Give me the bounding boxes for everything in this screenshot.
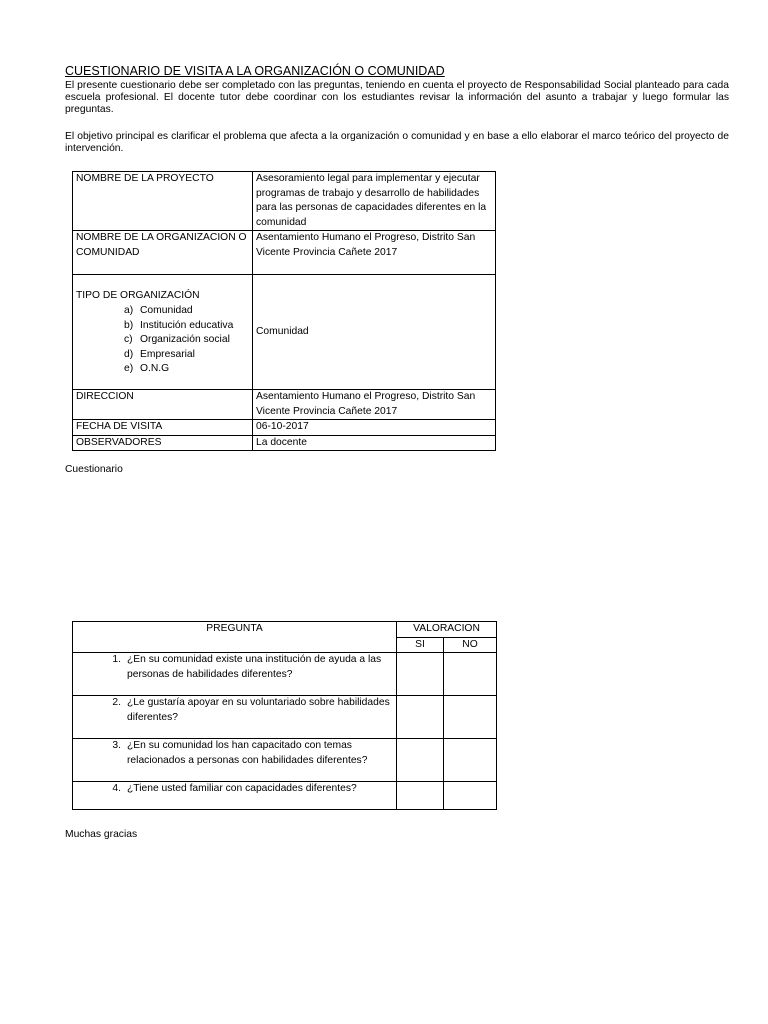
intro-paragraph: El presente cuestionario debe ser completado con las preguntas, teniendo en cuenta el proyecto de Responsabilidad Social planteado para cada escuela profesional. El docente tutor debe coordinar con los estudiantes revisar la información del asunto a trabajar y luego formular las preguntas. — [65, 80, 729, 116]
observers-label: OBSERVADORES — [73, 435, 253, 451]
question-number: 3. — [112, 740, 121, 752]
question-cell — [73, 696, 397, 739]
question-text: ¿Le gustaría apoyar en su voluntariado sobre habilidades diferentes? — [127, 697, 390, 723]
question-number: 2. — [112, 697, 121, 709]
list-item: b) Institución educativa — [124, 319, 234, 331]
cuestionario-label: Cuestionario — [65, 464, 123, 475]
table-row — [73, 420, 496, 436]
question-text: ¿Tiene usted familiar con capacidades diferentes? — [127, 783, 357, 795]
answer-no-cell[interactable] — [444, 739, 497, 782]
answer-yes-cell[interactable] — [397, 653, 444, 696]
address-label: DIRECCION — [73, 389, 253, 419]
visit-date-label: FECHA DE VISITA — [73, 420, 253, 436]
organization-type-value: Comunidad — [253, 275, 496, 390]
question-header: PREGUNTA — [73, 622, 397, 653]
question-cell — [73, 653, 397, 696]
organization-type-label: TIPO DE ORGANIZACIÓN — [76, 290, 200, 302]
project-label: NOMBRE DE LA PROYECTO — [73, 172, 253, 231]
organization-type-cell — [73, 275, 253, 390]
question-number: 4. — [112, 783, 121, 795]
question-table — [72, 621, 497, 810]
table-row — [73, 231, 496, 275]
table-row — [73, 172, 496, 231]
table-row — [73, 389, 496, 419]
table-row — [73, 275, 496, 390]
table-row — [73, 696, 497, 739]
organization-type-list — [76, 304, 250, 377]
question-text: ¿En su comunidad existe una institución de ayuda a las personas de habilidades diferentes? — [127, 654, 382, 680]
project-value: Asesoramiento legal para implementar y ejecutar programas de trabajo y desarrollo de habilidades para las personas de capacidades diferentes en la comunidad — [253, 172, 496, 231]
table-row — [73, 435, 496, 451]
answer-no-cell[interactable] — [444, 696, 497, 739]
organization-value: Asentamiento Humano el Progreso, Distrito San Vicente Provincia Cañete 2017 — [253, 231, 496, 275]
info-table — [72, 171, 496, 451]
answer-yes-cell[interactable] — [397, 696, 444, 739]
visit-date-value: 06-10-2017 — [253, 420, 496, 436]
table-row — [73, 653, 497, 696]
answer-no-cell[interactable] — [444, 653, 497, 696]
observers-value: La docente — [253, 435, 496, 451]
list-item: e) O.N.G — [124, 363, 170, 375]
question-number: 1. — [112, 654, 121, 666]
closing-text: Muchas gracias — [65, 829, 138, 840]
organization-label: NOMBRE DE LA ORGANIZACION O COMUNIDAD — [73, 231, 253, 275]
document-title: CUESTIONARIO DE VISITA A LA ORGANIZACIÓN O COMUNIDAD — [65, 64, 445, 78]
question-cell — [73, 782, 397, 810]
yes-header: SI — [397, 637, 444, 653]
list-item: a) Comunidad — [124, 304, 193, 316]
table-row — [73, 739, 497, 782]
answer-no-cell[interactable] — [444, 782, 497, 810]
objective-paragraph: El objetivo principal es clarificar el problema que afecta a la organización o comunidad y en base a ello elaborar el marco teórico del proyecto de intervención. — [65, 131, 729, 155]
question-cell — [73, 739, 397, 782]
table-header-row — [73, 622, 497, 638]
valuation-header: VALORACION — [397, 622, 497, 638]
answer-yes-cell[interactable] — [397, 739, 444, 782]
address-value: Asentamiento Humano el Progreso, Distrito San Vicente Provincia Cañete 2017 — [253, 389, 496, 419]
answer-yes-cell[interactable] — [397, 782, 444, 810]
no-header: NO — [444, 637, 497, 653]
list-item: d) Empresarial — [124, 348, 195, 360]
question-text: ¿En su comunidad los han capacitado con temas relacionados a personas con habilidades diferentes? — [127, 740, 368, 766]
table-row — [73, 782, 497, 810]
list-item: c) Organización social — [124, 334, 230, 346]
